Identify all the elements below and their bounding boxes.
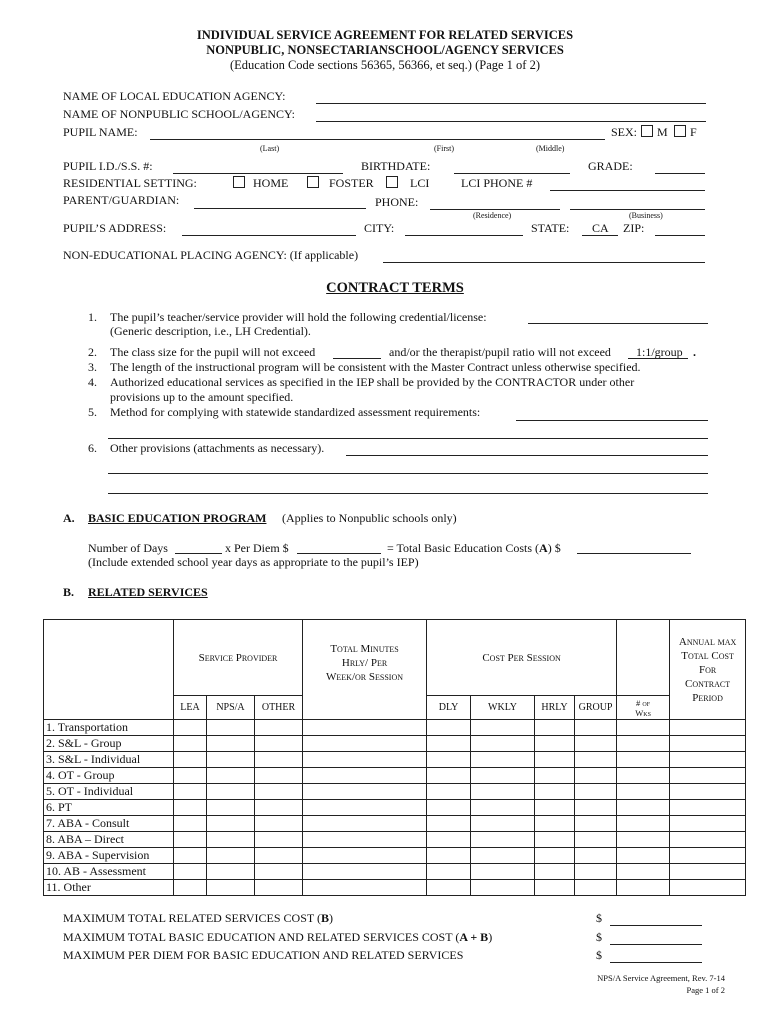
minutes-header-line2: Hrly/ Per [341,656,388,669]
nps-label: NAME OF NONPUBLIC SCHOOL/AGENCY: [63,107,295,121]
credential-field[interactable] [528,323,708,324]
provider-header-text: Service Provider [198,651,278,664]
item5-number: 5. [88,405,97,419]
total-combined-field[interactable] [610,944,702,945]
cost-header [427,620,617,696]
table-cell[interactable] [427,864,471,880]
total-related-field[interactable] [610,925,702,926]
table-cell[interactable] [255,800,303,816]
table-cell[interactable] [617,816,670,832]
form-citation: (Education Code sections 56365, 56366, et seq.) (Page 1 of 2) [229,58,540,72]
table-cell[interactable] [255,832,303,848]
table-cell[interactable] [303,768,427,784]
table-cell[interactable] [207,752,255,768]
table-cell[interactable] [471,752,535,768]
phone-residence-field[interactable] [430,209,560,210]
annual-header-line3: For [698,663,717,676]
last-caption: (Last) [260,144,280,153]
service-label: 10. AB - Assessment [44,864,174,880]
table-cell[interactable] [670,864,746,880]
birthdate-field[interactable] [454,173,570,174]
table-cell[interactable] [207,832,255,848]
lea-field[interactable] [316,103,706,104]
table-cell[interactable] [670,752,746,768]
table-cell[interactable] [427,832,471,848]
revision-note: NPS/A Service Agreement, Rev. 7-14 [597,973,725,983]
service-label: 6. PT [44,800,174,816]
table-cell[interactable] [535,816,575,832]
total-combined-dollar: $ [596,930,602,944]
item4-subtext: provisions up to the amount specified. [110,390,294,404]
first-caption: (First) [434,144,454,153]
item6-number: 6. [88,441,97,455]
table-cell[interactable] [670,768,746,784]
per-diem-label: x Per Diem $ [225,541,289,555]
table-cell[interactable] [535,736,575,752]
ratio-field[interactable] [628,358,688,359]
annual-header-line5: Period [692,691,723,704]
total-combined-label-ab: A + B [459,930,489,944]
table-cell[interactable] [174,768,207,784]
table-cell[interactable] [303,736,427,752]
table-row [44,832,746,848]
table-cell[interactable] [535,720,575,736]
table-cell[interactable] [535,832,575,848]
table-row [44,784,746,800]
table-cell[interactable] [575,768,617,784]
item5-text: Method for complying with statewide standardized assessment requirements: [110,405,481,419]
table-cell[interactable] [575,848,617,864]
phone-label: PHONE: [375,195,419,209]
table-cell[interactable] [471,816,535,832]
other-col-header: OTHER [255,696,303,720]
service-header-cell [44,620,174,720]
table-row [44,816,746,832]
table-cell[interactable] [255,848,303,864]
table-cell[interactable] [617,784,670,800]
days-field[interactable] [175,553,222,554]
zip-field[interactable] [655,235,705,236]
city-field[interactable] [405,235,523,236]
table-cell[interactable] [617,848,670,864]
table-cell[interactable] [427,880,471,896]
table-cell[interactable] [535,752,575,768]
item2-number: 2. [88,345,97,359]
grade-label: GRADE: [588,159,633,173]
table-cell[interactable] [575,720,617,736]
table-cell[interactable] [174,752,207,768]
phone-business-field[interactable] [570,209,705,210]
table-cell[interactable] [617,800,670,816]
total-related-label-text: MAXIMUM TOTAL RELATED SERVICES COST ( [63,911,321,925]
provider-header [174,620,303,696]
table-cell[interactable] [255,784,303,800]
table-row [44,880,746,896]
table-cell[interactable] [670,832,746,848]
total-basic-label-dollar: ) $ [547,541,561,555]
service-label: 1. Transportation [44,720,174,736]
service-label: 5. OT - Individual [44,784,174,800]
sex-m-checkbox[interactable] [641,125,653,137]
total-related-dollar: $ [596,911,602,925]
per-diem-field[interactable] [297,553,381,554]
form-subtitle: NONPUBLIC, NONSECTARIANSCHOOL/AGENCY SERVICES [206,43,564,57]
state-label: STATE: [531,221,570,235]
table-cell[interactable] [471,736,535,752]
per-diem-max-label: MAXIMUM PER DIEM FOR BASIC EDUCATION AND RELATED SERVICES [63,948,464,962]
total-related-label-b: B [320,911,329,925]
wks-col-header [617,696,670,720]
lci-phone-field[interactable] [550,190,705,191]
item6-text: Other provisions (attachments as necessary). [110,441,325,455]
wkly-col-header: WKLY [471,696,535,720]
table-cell[interactable] [670,880,746,896]
table-cell[interactable] [575,784,617,800]
address-label: PUPIL’S ADDRESS: [63,221,167,235]
table-cell[interactable] [471,880,535,896]
table-cell[interactable] [427,816,471,832]
section-b-letter: B. [63,585,75,599]
table-row [44,736,746,752]
middle-caption: (Middle) [536,144,565,153]
minutes-header [303,620,427,720]
table-cell[interactable] [617,720,670,736]
table-cell[interactable] [617,752,670,768]
table-cell[interactable] [575,800,617,816]
table-cell[interactable] [471,768,535,784]
cost-header-text: Cost Per Session [482,651,561,664]
class-size-field[interactable] [333,358,381,359]
days-label: Number of Days [88,541,168,555]
service-label: 4. OT - Group [44,768,174,784]
table-cell[interactable] [535,880,575,896]
section-a-letter: A. [63,511,75,525]
table-cell[interactable] [174,880,207,896]
item1-subtext: (Generic description, i.e., LH Credential). [110,324,311,338]
table-cell[interactable] [207,816,255,832]
service-label: 7. ABA - Consult [44,816,174,832]
table-cell[interactable] [255,736,303,752]
foster-checkbox[interactable] [307,176,319,188]
service-label: 3. S&L - Individual [44,752,174,768]
table-cell[interactable] [303,752,427,768]
table-cell[interactable] [535,768,575,784]
npsa-col-header: NPS/A [207,696,255,720]
table-cell[interactable] [617,864,670,880]
table-cell[interactable] [617,768,670,784]
table-cell[interactable] [535,848,575,864]
parent-field[interactable] [194,208,366,209]
table-cell[interactable] [670,848,746,864]
table-cell[interactable] [670,800,746,816]
table-cell[interactable] [427,768,471,784]
table-cell[interactable] [535,800,575,816]
item1-number: 1. [88,310,97,324]
business-caption: (Business) [629,211,663,220]
form-title: INDIVIDUAL SERVICE AGREEMENT FOR RELATED SERVICES [196,28,574,42]
home-label: HOME [253,176,289,190]
item4-number: 4. [88,375,97,389]
table-row [44,800,746,816]
table-row [44,720,746,736]
placing-agency-field[interactable] [383,262,705,263]
table-cell[interactable] [207,800,255,816]
page-number: Page 1 of 2 [686,985,725,995]
ratio-value: 1:1/group [636,345,683,359]
foster-label: FOSTER [329,176,374,190]
annual-header-line4: Contract [685,677,731,690]
table-cell[interactable] [670,736,746,752]
table-cell[interactable] [207,736,255,752]
table-cell[interactable] [303,816,427,832]
other-provisions-line-3[interactable] [108,493,708,494]
lci-phone-label: LCI PHONE # [461,176,533,190]
section-a-note: (Applies to Nonpublic schools only) [282,511,457,525]
wks-header-top [617,620,670,696]
other-provisions-field[interactable] [346,455,708,456]
minutes-header-line3: Week/or Session [326,670,404,683]
state-field[interactable] [582,235,618,236]
lea-col-header: LEA [174,696,207,720]
nps-field[interactable] [316,121,706,122]
dly-col-header: DLY [427,696,471,720]
annual-header-line1: Annual max [678,635,737,648]
annual-header [670,620,746,720]
sex-m-label: M [657,125,668,139]
table-cell[interactable] [471,848,535,864]
table-cell[interactable] [303,832,427,848]
wks-col-header-line1: # of [636,697,651,708]
city-label: CITY: [364,221,395,235]
table-cell[interactable] [207,864,255,880]
table-row [44,768,746,784]
pupil-name-label: PUPIL NAME: [63,125,138,139]
table-cell[interactable] [535,864,575,880]
total-related-label-close: ) [329,911,333,925]
table-cell[interactable] [575,880,617,896]
table-cell[interactable] [575,864,617,880]
table-cell[interactable] [255,768,303,784]
table-cell[interactable] [303,720,427,736]
table-cell[interactable] [471,832,535,848]
table-cell[interactable] [255,816,303,832]
table-cell[interactable] [427,736,471,752]
grade-field[interactable] [655,173,705,174]
table-cell[interactable] [427,784,471,800]
include-note: (Include extended school year days as appropriate to the pupil’s IEP) [88,555,419,569]
table-cell[interactable] [471,784,535,800]
table-cell[interactable] [303,880,427,896]
annual-header-line2: Total Cost [681,649,734,662]
per-diem-max-dollar: $ [596,948,602,962]
table-cell[interactable] [255,752,303,768]
table-cell[interactable] [174,720,207,736]
item1-text: The pupil’s teacher/service provider will hold the following credential/license: [110,310,487,324]
home-checkbox[interactable] [233,176,245,188]
service-rows [44,720,746,896]
table-cell[interactable] [427,752,471,768]
table-cell[interactable] [174,832,207,848]
total-basic-label-text: = Total Basic Education Costs ( [387,541,540,555]
table-cell[interactable] [471,864,535,880]
table-cell[interactable] [255,880,303,896]
residential-label: RESIDENTIAL SETTING: [63,176,197,190]
table-row [44,848,746,864]
residence-caption: (Residence) [473,211,512,220]
total-basic-label [387,541,561,556]
table-cell[interactable] [303,800,427,816]
service-label: 11. Other [44,880,174,896]
table-cell[interactable] [471,720,535,736]
total-related-label [63,911,333,926]
table-cell[interactable] [255,864,303,880]
table-cell[interactable] [617,880,670,896]
per-diem-max-field[interactable] [610,962,702,963]
item3-number: 3. [88,360,97,374]
table-cell[interactable] [255,720,303,736]
service-label: 9. ABA - Supervision [44,848,174,864]
total-basic-label-a: A [539,541,548,555]
table-cell[interactable] [427,848,471,864]
sex-label: SEX: [611,125,638,139]
lci-checkbox[interactable] [386,176,398,188]
table-cell[interactable] [207,880,255,896]
table-cell[interactable] [670,816,746,832]
table-cell[interactable] [303,784,427,800]
wks-col-header-line2: Wks [635,707,651,718]
hrly-col-header: HRLY [535,696,575,720]
item4-text: Authorized educational services as specified in the IEP shall be provided by the CONTRACTOR under other [110,375,635,389]
other-provisions-line-2[interactable] [108,473,708,474]
minutes-header-line1: Total Minutes [330,642,399,655]
sex-f-label: F [690,125,697,139]
table-cell[interactable] [427,800,471,816]
contract-terms-title: CONTRACT TERMS [326,280,464,296]
table-cell[interactable] [670,784,746,800]
table-cell[interactable] [617,832,670,848]
table-cell[interactable] [471,800,535,816]
lci-label: LCI [410,176,430,190]
table-cell[interactable] [174,800,207,816]
section-a-title: BASIC EDUCATION PROGRAM [88,511,267,525]
table-row [44,864,746,880]
state-value: CA [592,221,609,235]
lea-label: NAME OF LOCAL EDUCATION AGENCY: [63,89,286,103]
table-cell[interactable] [617,736,670,752]
table-cell[interactable] [427,720,471,736]
table-cell[interactable] [174,784,207,800]
placing-agency-label: NON-EDUCATIONAL PLACING AGENCY: (If applicable) [63,248,359,262]
table-cell[interactable] [575,752,617,768]
table-cell[interactable] [670,720,746,736]
sex-f-checkbox[interactable] [674,125,686,137]
zip-label: ZIP: [623,221,645,235]
related-services-table [43,619,746,896]
table-cell[interactable] [303,864,427,880]
pupil-id-label: PUPIL I.D./S.S. #: [63,159,153,173]
table-cell[interactable] [575,736,617,752]
table-cell[interactable] [535,784,575,800]
table-cell[interactable] [174,816,207,832]
table-cell[interactable] [303,848,427,864]
address-field[interactable] [182,235,356,236]
table-cell[interactable] [575,832,617,848]
parent-label: PARENT/GUARDIAN: [63,193,180,207]
table-cell[interactable] [174,864,207,880]
assessment-method-field[interactable] [516,420,708,421]
table-cell[interactable] [174,736,207,752]
total-combined-label-close: ) [488,930,493,944]
total-combined-label [63,930,492,945]
table-cell[interactable] [174,848,207,864]
item2-text: The class size for the pupil will not exceed [110,345,316,359]
pupil-id-field[interactable] [173,173,343,174]
table-cell[interactable] [207,784,255,800]
service-label: 8. ABA – Direct [44,832,174,848]
pupil-name-field[interactable] [150,139,605,140]
service-label: 2. S&L - Group [44,736,174,752]
table-cell[interactable] [207,720,255,736]
total-combined-label-text: MAXIMUM TOTAL BASIC EDUCATION AND RELATED SERVICES COST ( [63,930,460,944]
table-cell[interactable] [207,848,255,864]
item2-ratio-text: and/or the therapist/pupil ratio will not exceed [389,345,611,359]
group-col-header: GROUP [575,696,617,720]
section-b-title: RELATED SERVICES [88,585,208,599]
birthdate-label: BIRTHDATE: [361,159,431,173]
item3-text: The length of the instructional program will be consistent with the Master Contract unless otherwise specified. [110,360,641,374]
table-cell[interactable] [207,768,255,784]
total-basic-field[interactable] [577,553,691,554]
item2-period: . [693,345,696,359]
table-cell[interactable] [575,816,617,832]
table-row [44,752,746,768]
assessment-method-line-2[interactable] [108,438,708,439]
